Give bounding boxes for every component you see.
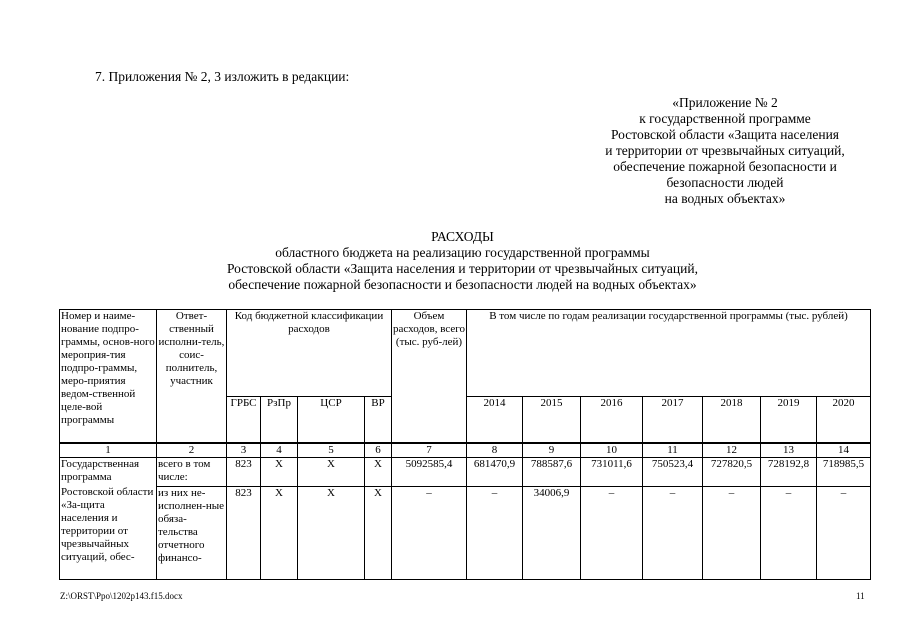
- appendix-line: обеспечение пожарной безопасности и: [613, 159, 837, 174]
- heading-line: Ростовской области «Защита населения и территории от чрезвычайных ситуаций,: [227, 261, 698, 276]
- header-executor: Ответ-ственный исполни-тель, соис-полнитель, участник: [157, 310, 227, 444]
- heading-line: областного бюджета на реализацию государственной программы: [275, 245, 650, 260]
- row-total: 5092585,4: [392, 458, 467, 487]
- header-year-2016: 2016: [581, 396, 643, 443]
- column-number: 6: [365, 443, 392, 458]
- appendix-line: на водных объектах»: [664, 191, 786, 206]
- appendix-header: [560, 95, 890, 207]
- header-grbs: ГРБС: [227, 396, 261, 443]
- row-value-2015: 34006,9: [523, 486, 581, 580]
- header-program-name: Номер и наиме-нование подпро-граммы, основ-ного мероприя-тия подпро-граммы, меро-приятия ведом-ственной целе-вой программы: [60, 310, 157, 444]
- row-value-2019: –: [761, 486, 817, 580]
- column-number: 4: [261, 443, 298, 458]
- row-value-2014: 681470,9: [467, 458, 523, 487]
- table-header-row: [60, 310, 871, 397]
- column-number: 14: [817, 443, 871, 458]
- column-numbers-row: [60, 443, 871, 458]
- column-number: 10: [581, 443, 643, 458]
- table-row: [60, 458, 871, 487]
- header-year-2014: 2014: [467, 396, 523, 443]
- row-executor: всего в том числе:: [157, 458, 227, 487]
- row-program-name: Ростовской области «За-щита населения и территории от чрезвычайных ситуаций, обес-: [60, 486, 157, 580]
- header-year-2018: 2018: [703, 396, 761, 443]
- footer-page-number: 11: [856, 591, 865, 601]
- row-value-2015: 788587,6: [523, 458, 581, 487]
- header-vr: ВР: [365, 396, 392, 443]
- row-program-name: Государственная программа: [60, 458, 157, 487]
- appendix-line: и территории от чрезвычайных ситуаций,: [605, 143, 845, 158]
- footer-file-path: Z:\ORST\Ppo\1202p143.f15.docx: [60, 591, 183, 601]
- row-value-2018: 727820,5: [703, 458, 761, 487]
- row-value-2020: –: [817, 486, 871, 580]
- header-year-2017: 2017: [643, 396, 703, 443]
- heading-line: обеспечение пожарной безопасности и безопасности людей на водных объектах»: [228, 277, 697, 292]
- row-grbs: 823: [227, 486, 261, 580]
- column-number: 9: [523, 443, 581, 458]
- row-value-2016: 731011,6: [581, 458, 643, 487]
- appendix-line: к государственной программе: [639, 111, 811, 126]
- column-number: 12: [703, 443, 761, 458]
- row-value-2017: –: [643, 486, 703, 580]
- column-number: 3: [227, 443, 261, 458]
- header-year-2020: 2020: [817, 396, 871, 443]
- row-value-2016: –: [581, 486, 643, 580]
- row-vr: Х: [365, 486, 392, 580]
- table-row: [60, 486, 871, 580]
- row-rzpr: Х: [261, 458, 298, 487]
- appendix-line: Ростовской области «Защита населения: [610, 127, 840, 142]
- row-csr: Х: [298, 458, 365, 487]
- column-number: 1: [60, 443, 157, 458]
- header-year-2015: 2015: [523, 396, 581, 443]
- header-rzpr: РзПр: [261, 396, 298, 443]
- heading-title: РАСХОДЫ: [431, 229, 494, 244]
- header-volume: Объем расходов, всего (тыс. руб-лей): [392, 310, 467, 444]
- row-rzpr: Х: [261, 486, 298, 580]
- row-value-2019: 728192,8: [761, 458, 817, 487]
- row-csr: Х: [298, 486, 365, 580]
- row-value-2017: 750523,4: [643, 458, 703, 487]
- column-number: 5: [298, 443, 365, 458]
- row-value-2014: –: [467, 486, 523, 580]
- header-csr: ЦСР: [298, 396, 365, 443]
- appendix-line: безопасности людей: [666, 175, 784, 190]
- intro-paragraph: 7. Приложения № 2, 3 изложить в редакции:: [95, 69, 350, 84]
- column-number: 11: [643, 443, 703, 458]
- column-number: 7: [392, 443, 467, 458]
- column-number: 2: [157, 443, 227, 458]
- row-value-2020: 718985,5: [817, 458, 871, 487]
- column-number: 13: [761, 443, 817, 458]
- column-number: 8: [467, 443, 523, 458]
- header-budget-code: Код бюджетной классификации расходов: [227, 310, 392, 397]
- row-grbs: 823: [227, 458, 261, 487]
- appendix-line: «Приложение № 2: [672, 95, 778, 110]
- header-year-2019: 2019: [761, 396, 817, 443]
- expenses-table: [59, 309, 871, 580]
- document-heading: [100, 229, 825, 293]
- row-executor: из них не-исполнен-ные обяза-тельства отчетного финансо-: [157, 486, 227, 580]
- header-by-years: В том числе по годам реализации государственной программы (тыс. рублей): [467, 310, 871, 397]
- row-value-2018: –: [703, 486, 761, 580]
- row-total: –: [392, 486, 467, 580]
- row-vr: Х: [365, 458, 392, 487]
